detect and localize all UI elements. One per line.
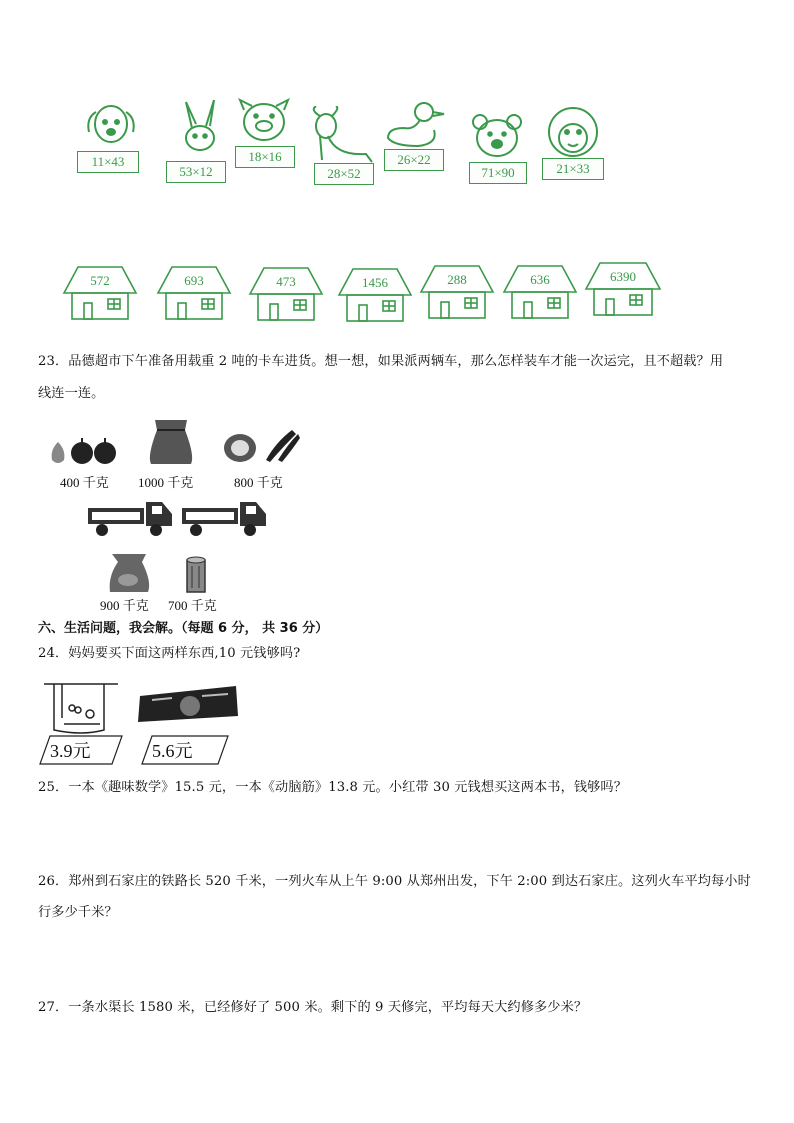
toothpaste-icon <box>132 682 242 726</box>
can-icon <box>184 556 208 594</box>
monkey-icon <box>540 104 606 160</box>
question-26-line1: 26．郑州到石家庄的铁路长 520 千米，一列火车从上午 9:00 从郑州出发，下午 2:00 到达石家庄。这列火车平均每小时 <box>38 874 751 889</box>
goods-weight-label: 400 千克 <box>60 475 109 490</box>
goods-weight-label: 1000 千克 <box>138 475 194 490</box>
question-24: 24．妈妈要买下面这两样东西,10 元钱够吗? <box>38 646 301 661</box>
house-number: 693 <box>184 273 204 288</box>
house-number: 636 <box>530 272 550 287</box>
animal-card-pig: 18×16 <box>235 146 295 168</box>
question-27: 27．一条水渠长 1580 米，已经修好了 500 米。剩下的 9 天修完，平均每天大约修多少米？ <box>38 1000 588 1015</box>
house-number: 1456 <box>362 275 388 290</box>
sack-icon <box>147 416 195 466</box>
animal-card-monkey: 21×33 <box>542 158 604 180</box>
question-23-line1: 23．品德超市下午准备用载重 2 吨的卡车进货。想一想，如果派两辆车，那么怎样装车才能一次运完，且不超载？用 <box>38 354 724 369</box>
price-towel: 3.9元 <box>50 741 91 761</box>
goods-weight-label: 900 千克 <box>100 598 149 613</box>
fruit-icon <box>48 436 120 466</box>
duck-icon <box>384 100 446 150</box>
question-23-line2: 线连一连。 <box>38 386 105 401</box>
animal-card-rabbit: 53×12 <box>166 161 226 183</box>
rabbit-icon <box>170 98 230 160</box>
question-25: 25．一本《趣味数学》15.5 元，一本《动脑筋》13.8 元。小红带 30 元钱想买这两本书，钱够吗？ <box>38 780 628 795</box>
bag-icon <box>106 552 152 594</box>
dog-icon <box>80 98 142 150</box>
truck-icon <box>86 498 174 538</box>
price-toothpaste: 5.6元 <box>152 741 193 761</box>
animal-card-dog: 11×43 <box>77 151 139 173</box>
pig-icon <box>236 98 292 144</box>
animal-card-goat: 28×52 <box>314 163 374 185</box>
truck-icon <box>180 498 268 538</box>
animal-card-bear: 71×90 <box>469 162 527 184</box>
bear-icon <box>468 112 526 162</box>
question-26-line2: 行多少千米？ <box>38 905 118 920</box>
towel-icon <box>42 678 120 738</box>
house-number: 288 <box>447 272 467 287</box>
house-number: 572 <box>90 273 110 288</box>
goods-weight-label: 800 千克 <box>234 475 283 490</box>
section-heading: 六、生活问题，我会解。（每题 6 分， 共 36 分） <box>38 621 329 636</box>
house-number: 473 <box>276 274 296 289</box>
goat-icon <box>306 106 376 164</box>
goods-weight-label: 700 千克 <box>168 598 217 613</box>
vegetables-icon <box>222 426 302 466</box>
house-number: 6390 <box>610 269 636 284</box>
animal-card-duck: 26×22 <box>384 149 444 171</box>
